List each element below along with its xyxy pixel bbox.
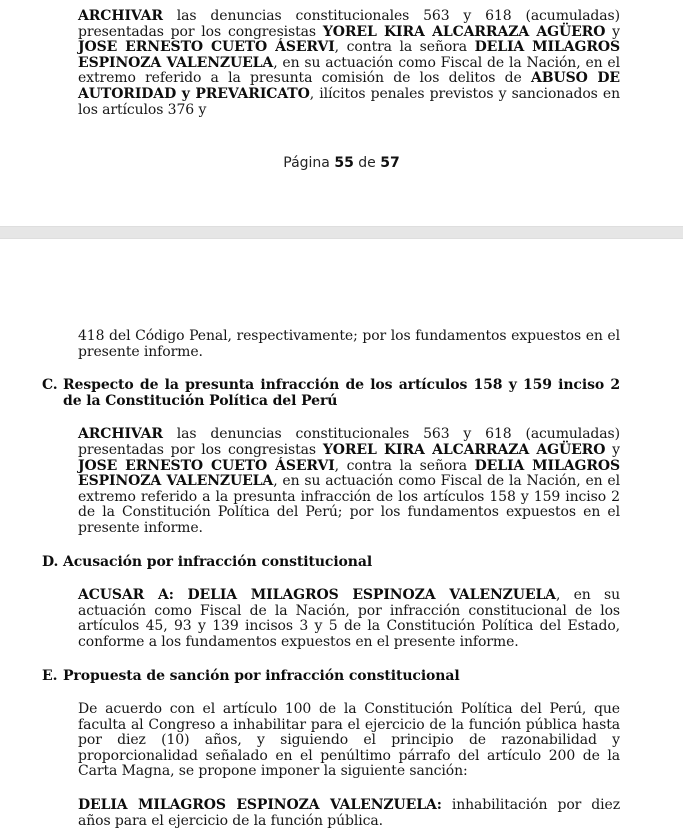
section-heading-e xyxy=(42,669,620,685)
pdf-page-56 xyxy=(0,239,683,829)
paragraph-inhabilitacion: DELIA MILAGROS ESPINOZA VALENZUELA: inhabilitación por diez años para el ejercicio de la función pública. xyxy=(78,797,620,829)
footer-of-word: de xyxy=(358,155,376,172)
page-number-footer xyxy=(0,155,683,171)
heading-letter: D. xyxy=(42,553,59,570)
paragraph-archivar-p56: ARCHIVAR las denuncias constitucionales 563 y 618 (acumuladas) presentadas por los congresistas YOREL KIRA ALCARRAZA AGÜERO y JOSE ERNESTO CUETO ÁSERVI, contra la señora DELIA MILAGROS ESPINOZA VALENZUELA, en su actuación como Fiscal de la Nación, en el extremo referido a la presunta infracción de los artículos 158 y 159 inciso 2 de la Constitución Política del Perú; por los fundamentos expuestos en el presente informe. xyxy=(78,426,620,536)
heading-text: Respecto de la presunta infracción de los artículos 158 y 159 inciso 2 de la Constitución Política del Perú xyxy=(63,377,620,409)
section-heading-c xyxy=(42,378,620,409)
footer-prefix: Página xyxy=(283,155,330,172)
paragraph-propuesta-sancion: De acuerdo con el artículo 100 de la Constitución Política del Perú, que faculta al Congreso a inhabilitar para el ejercicio de la función pública hasta por diez (10) años, y siguiendo el principio de razonabilidad y proporcionalidad señalado en el penúltimo párrafo del artículo 200 de la Carta Magna, se propone imponer la siguiente sanción: xyxy=(78,701,620,780)
paragraph-archivar-p55: ARCHIVAR las denuncias constitucionales 563 y 618 (acumuladas) presentadas por los congresistas YOREL KIRA ALCARRAZA AGÜERO y JOSE ERNESTO CUETO ÁSERVI, contra la señora DELIA MILAGROS ESPINOZA VALENZUELA, en su actuación como Fiscal de la Nación, en el extremo referido a la presunta comisión de los delitos de ABUSO DE AUTORIDAD y PREVARICATO, ilícitos penales previstos y sancionados en los artículos 376 y xyxy=(78,8,620,118)
paragraph-codigo-penal: 418 del Código Penal, respectivamente; por los fundamentos expuestos en el presente informe. xyxy=(78,328,620,360)
heading-text: Propuesta de sanción por infracción constitucional xyxy=(63,667,460,684)
footer-total-pages: 57 xyxy=(380,155,400,172)
section-heading-d xyxy=(42,555,620,571)
heading-letter: C. xyxy=(42,377,58,394)
paragraph-acusar: ACUSAR A: DELIA MILAGROS ESPINOZA VALENZUELA, en su actuación como Fiscal de la Nación, por infracción constitucional de los artículos 45, 93 y 139 incisos 3 y 5 de la Constitución Política del Estado, conforme a los fundamentos expuestos en el presente informe. xyxy=(78,587,620,650)
heading-letter: E. xyxy=(42,667,58,684)
pdf-page-55 xyxy=(0,0,683,226)
page-separator xyxy=(0,226,683,239)
footer-current-page: 55 xyxy=(334,155,354,172)
heading-text: Acusación por infracción constitucional xyxy=(63,553,373,570)
